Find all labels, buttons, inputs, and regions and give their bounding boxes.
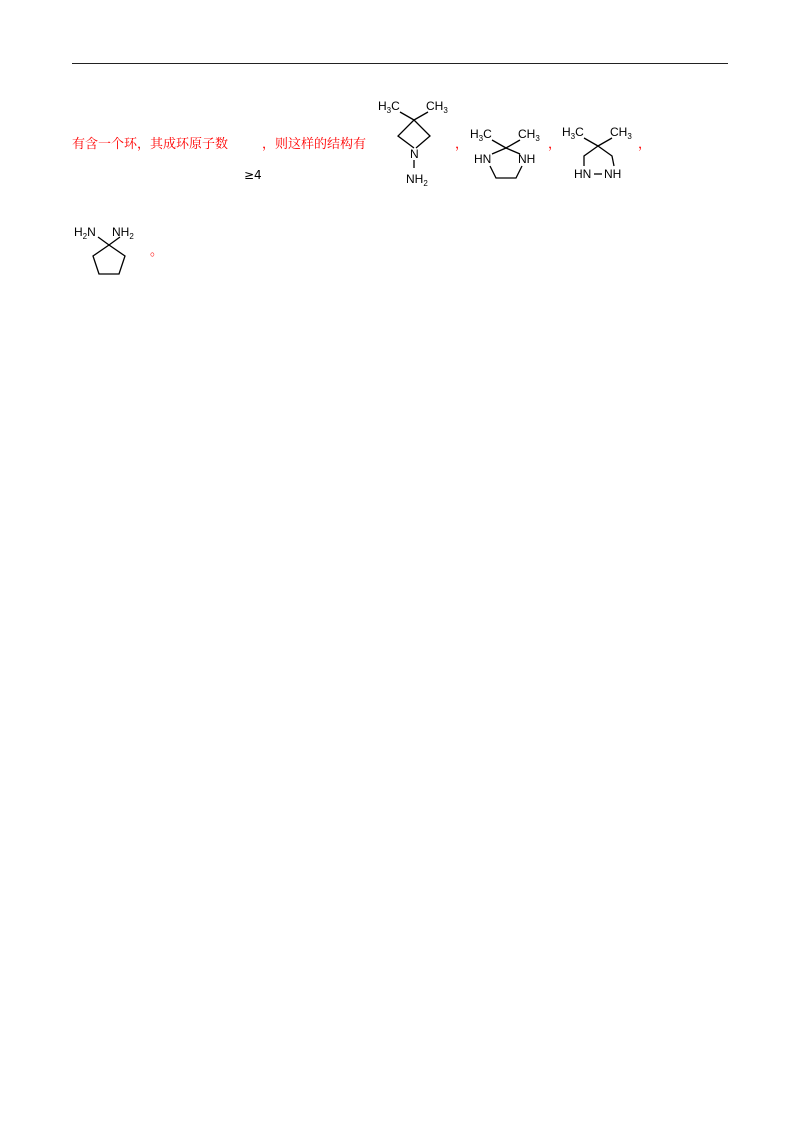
mol1-left-methyl: $H_3C$ [378,99,400,115]
structure-pyrazolidine [562,122,642,182]
structure-imidazolidine [470,124,550,184]
mol1-amine: $NH_2$ [406,172,428,188]
mol2-left-n: HN [474,152,492,166]
end-mark: 。 [150,244,164,259]
separator-2: ， [548,137,562,152]
mol2-left-methyl: $H_3C$ [470,127,492,143]
mol2-right-n: NH [518,152,536,166]
separator-3: ， [638,137,652,152]
mol2-right-methyl: $CH_3$ [518,127,540,143]
ring-size-condition: ≥4 [244,168,262,182]
structure-cyclopentanediamine [72,222,152,282]
mol4-right-amine: $NH_2$ [112,225,134,241]
mol3-left-n: HN [574,167,592,181]
answer-text-part1: 有含一个环，其成环原子数 [72,137,229,152]
mol3-left-methyl: $H_3C$ [562,125,584,141]
mol1-right-methyl: $CH_3$ [426,99,448,115]
mol4-left-amine: $H_2N$ [74,225,96,241]
mol3-right-n: NH [604,167,622,181]
structure-azetidine [376,92,456,187]
answer-text-part2: ，则这样的结构有 [262,137,367,152]
mol1-ring-n: N [410,147,419,161]
separator-1: ， [455,137,469,152]
header-rule [72,63,728,64]
mol3-right-methyl: $CH_3$ [610,125,632,141]
